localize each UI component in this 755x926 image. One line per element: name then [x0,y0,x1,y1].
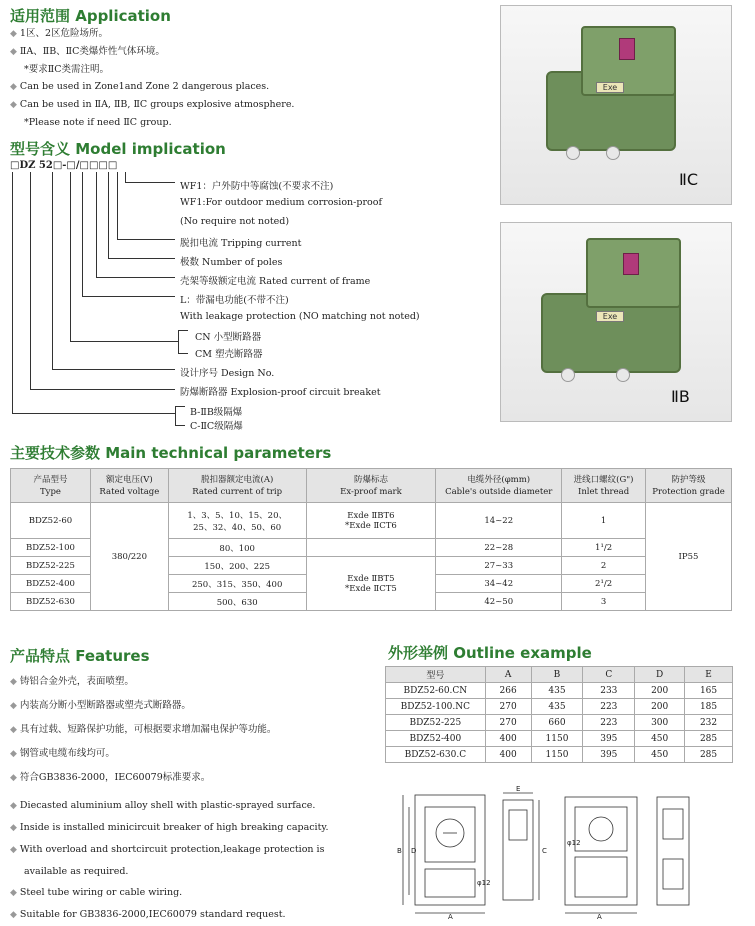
model-line: CN 小型断路器 [195,332,262,343]
application-list [10,25,294,131]
thread-cell: 1¹/2 [562,539,646,557]
dim-label: φ12 [477,879,491,887]
model-line: C-ⅡC级隔爆 [190,421,243,432]
front-view-lower-box [575,857,627,897]
type-cell: BDZ52-400 [11,575,91,593]
model-line: 壳架等级额定电流 Rated current of frame [180,276,371,287]
type-cell: BDZ52-100 [11,539,91,557]
cable-gland [616,368,630,382]
col-header: 额定电压(V) Rated voltage [90,469,168,503]
params-table [10,468,732,611]
features-en-list [10,795,329,926]
col-header: 脱扣器额定电流(A) Rated current of trip [168,469,306,503]
col-header: B [531,667,583,683]
photo-tag: ⅡB [671,387,690,406]
side-view-lower-box [663,859,683,889]
col-header: 进线口螺纹(G") Inlet thread [562,469,646,503]
model-title: 型号含义 Model implication [10,140,226,158]
bracket [178,330,188,354]
model-line: WF1:For outdoor medium corrosion-proof [180,197,382,208]
exe-plate: Exe [596,82,624,93]
cable-gland [566,146,580,160]
side-view-outline [503,800,533,900]
product-photo-iib [500,222,732,422]
thread-cell: 1 [562,503,646,539]
col-header: D [635,667,685,683]
thread-cell: 2 [562,557,646,575]
table-row [11,503,732,539]
front-view-outline [415,795,485,905]
model-line: 设计序号 Design No. [180,368,275,379]
features-title: 产品特点 Features [10,647,150,665]
params-title: 主要技术参数 Main technical parameters [10,444,332,462]
mark-cell: Exde ⅡBT5 *Exde ⅡCT5 [306,557,436,611]
col-header: 防护等级 Protection grade [646,469,732,503]
dim-label: C [542,847,547,855]
list-item: ◆ 1区、2区危险场所。 [10,28,109,39]
cable-cell: 14~22 [436,503,562,539]
side-view-handle-box [509,810,527,840]
list-item: ◆ Can be used in ⅡA, ⅡB, ⅡC groups explosive atmosphere. [10,99,295,110]
list-item: *要求ⅡC类需注明。 [24,64,109,75]
list-item: ◆ ⅡA、ⅡB、ⅡC类爆炸性气体环境。 [10,46,165,57]
col-header: A [485,667,531,683]
col-header: 防爆标志 Ex-proof mark [306,469,436,503]
cable-cell: 34~42 [436,575,562,593]
type-cell: BDZ52-60 [11,503,91,539]
type-cell: BDZ52-225 [11,557,91,575]
dim-label: E [516,785,521,793]
grade-cell: IP55 [646,503,732,611]
model-code: □DZ 52□-□/□□□□ [10,160,118,171]
table-row: BDZ52-400 400 1150 395 450 285 [386,731,733,747]
photo-tag: ⅡC [679,170,699,189]
trip-cell: 150、200、225 [168,557,306,575]
list-item: ◆ 具有过载、短路保护功能，可根据要求增加漏电保护等功能。 [10,724,277,735]
model-line: CM 塑壳断路器 [195,349,263,360]
list-item: ◆ 符合GB3836-2000，IEC60079标准要求。 [10,772,211,783]
list-item: ◆ With overload and shortcircuit protection,leakage protection is [10,844,325,855]
model-line: (No require not noted) [180,216,290,227]
outline-title: 外形举例 Outline example [388,644,592,662]
list-item: ◆ Diecasted aluminium alloy shell with plastic-sprayed surface. [10,800,316,811]
switch-handle [619,38,635,60]
dim-label: D [411,847,417,855]
table-row: BDZ52-100.NC 270 435 223 200 185 [386,699,733,715]
trip-cell: 80、100 [168,539,306,557]
col-header: 电缆外径(φmm) Cable's outside diameter [436,469,562,503]
list-item: *Please note if need ⅡC group. [24,117,172,128]
model-line: 防爆断路器 Explosion-proof circuit breaket [180,387,381,398]
switch-handle [623,253,639,275]
dim-label: A [448,913,453,920]
dim-label: B [397,847,402,855]
front-view-upper-box [575,807,627,851]
col-header: C [583,667,635,683]
col-header: E [685,667,733,683]
list-item: ◆ Can be used in Zone1and Zone 2 dangerous places. [10,81,270,92]
col-header: 型号 [386,667,486,683]
model-line: L：带漏电功能(不带不注) [180,295,289,306]
front-view-dial [589,817,613,841]
thread-cell: 3 [562,593,646,611]
table-header-row [11,469,732,503]
table-row: BDZ52-225 270 660 223 300 232 [386,715,733,731]
trip-cell: 500、630 [168,593,306,611]
table-header-row [386,667,733,683]
table-row: BDZ52-60.CN 266 435 233 200 165 [386,683,733,699]
features-cn-list [10,670,276,790]
front-view-lower-box [425,869,475,897]
list-item: ◆ 内装高分断小型断路器或塑壳式断路器。 [10,700,191,711]
mark-cell [306,539,436,557]
list-item: available as required. [24,866,129,877]
table-row: BDZ52-630.C 400 1150 395 450 285 [386,747,733,763]
outline-table [385,666,733,763]
product-photo-iic [500,5,732,205]
cable-cell: 42~50 [436,593,562,611]
trip-cell: 1、3、5、10、15、20、 25、32、40、50、60 [168,503,306,539]
application-title: 适用范围 Application [10,7,171,25]
trip-cell: 250、315、350、400 [168,575,306,593]
list-item: ◆ Suitable for GB3836-2000,IEC60079 standard request. [10,909,286,920]
list-item: ◆ Steel tube wiring or cable wiring. [10,887,183,898]
mark-cell: Exde ⅡBT6 *Exde ⅡCT6 [306,503,436,539]
cable-gland [606,146,620,160]
model-line: B-ⅡB级隔爆 [190,407,243,418]
cable-gland [561,368,575,382]
cable-cell: 22~28 [436,539,562,557]
dim-label: A [597,913,602,920]
dim-label: φ12 [567,839,581,847]
leader-line [12,172,175,414]
bracket [175,406,185,426]
model-line: 极数 Number of poles [180,257,283,268]
thread-cell: 2¹/2 [562,575,646,593]
cable-cell: 27~33 [436,557,562,575]
front-view-upper-box [425,807,475,862]
col-header: 产品型号 Type [11,469,91,503]
side-view-handle-box [663,809,683,839]
list-item: ◆ 铸铝合金外壳，表面喷塑。 [10,676,134,687]
model-line: 脱扣电流 Tripping current [180,238,302,249]
list-item: ◆ 钢管或电缆布线均可。 [10,748,115,759]
list-item: ◆ Inside is installed minicircuit breaker of high breaking capacity. [10,822,329,833]
voltage-cell: 380/220 [90,503,168,611]
type-cell: BDZ52-630 [11,593,91,611]
model-line: WF1：户外防中等腐蚀(不要求不注) [180,181,334,192]
outline-drawings [385,785,740,920]
model-line: With leakage protection (NO matching not noted) [180,311,420,322]
exe-plate: Exe [596,311,624,322]
